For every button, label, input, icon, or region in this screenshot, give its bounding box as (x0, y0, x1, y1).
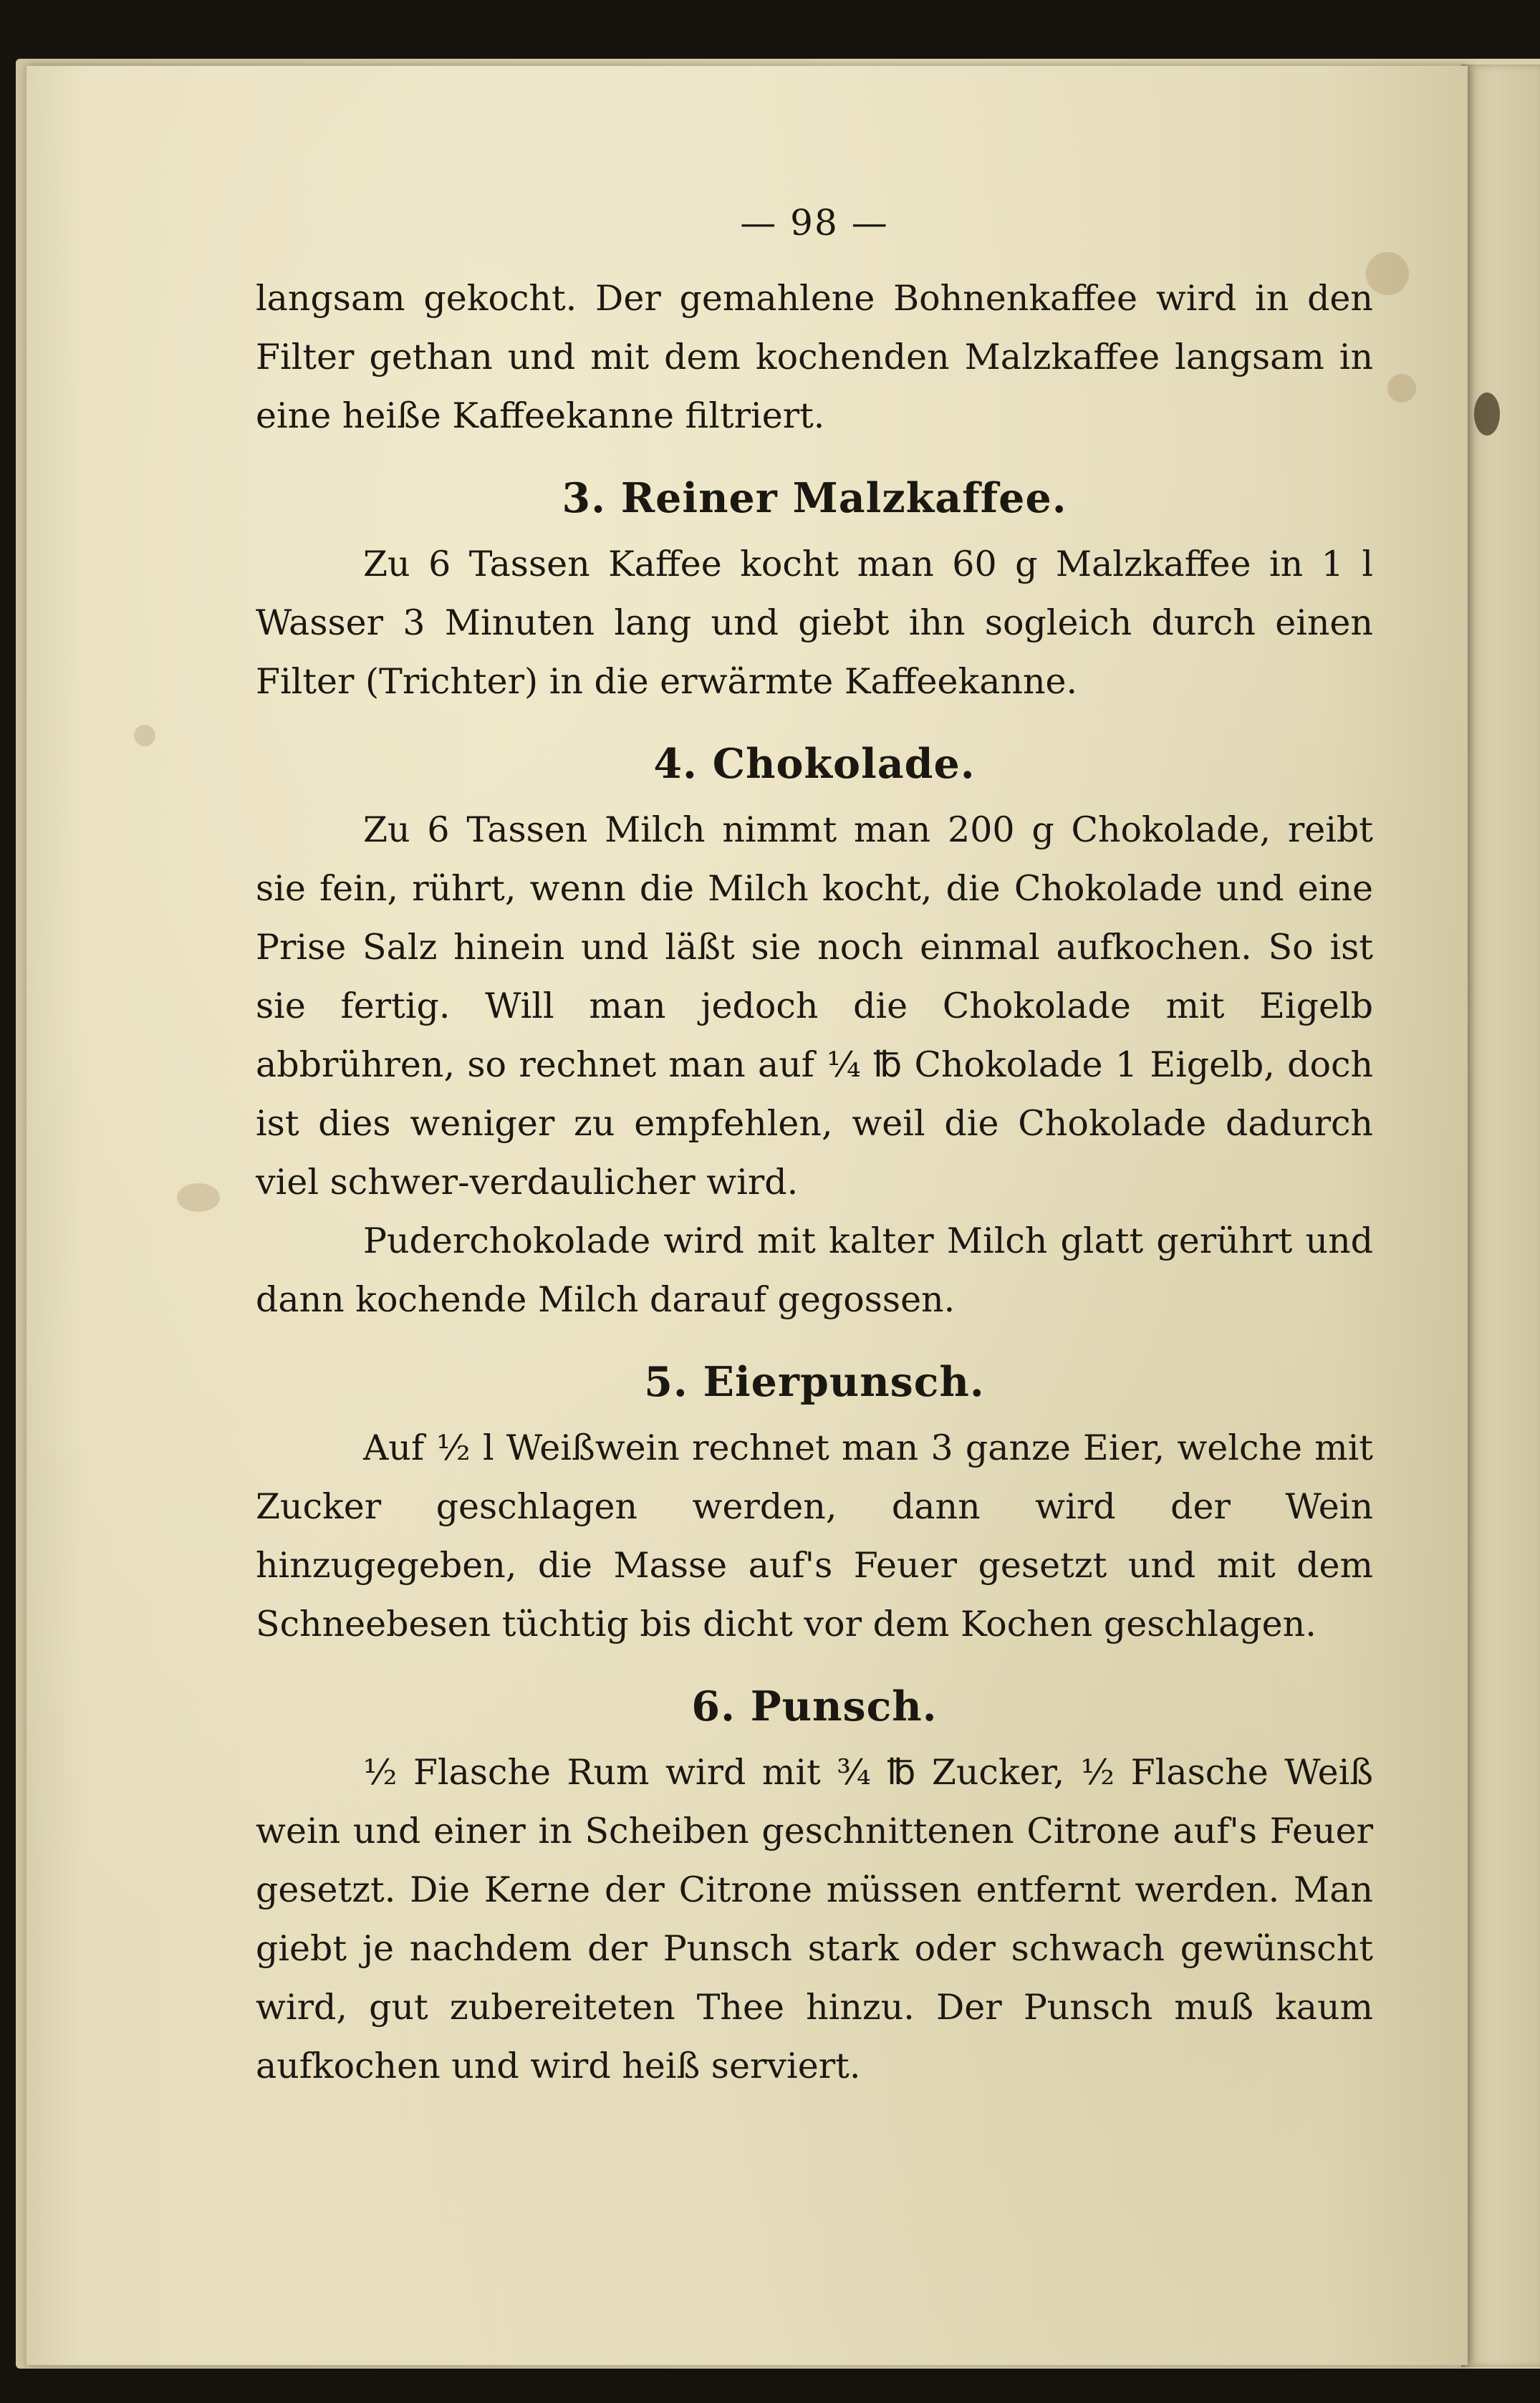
paragraph: Auf ½ l Weißwein rechnet man 3 ganze Eier, welche mit Zucker geschlagen werden, dann wird der Wein hinzugegeben, die Masse auf's Feuer gesetzt und mit dem Schneebesen tüchtig bis dicht vor dem Kochen geschlagen. (256, 1427, 1373, 1644)
paragraph: langsam gekocht. Der gemahlene Bohnenkaffee wird in den Filter gethan und mit dem kochenden Malzkaffee langsam in eine heiße Kaffeekanne filtriert. (256, 278, 1373, 436)
book-page (24, 66, 1468, 2365)
page-text (256, 202, 1373, 2096)
paragraph: Zu 6 Tassen Milch nimmt man 200 g Chokolade, reibt sie fein, rührt, wenn die Milch kocht, die Chokolade und eine Prise Salz hinein und läßt sie noch einmal aufkochen. So ist sie fertig. Will man jedoch die Chokolade mit Eigelb abbrühren, so rechnet man auf ¼ ℔ Chokolade 1 Eigelb, doch ist dies weniger zu empfehlen, weil die Chokolade dadurch viel schwer-verdaulicher wird. (256, 809, 1373, 1203)
ink-stain (1474, 393, 1500, 435)
section-heading: 4. Chokolade. (653, 740, 976, 788)
section-heading: 6. Punsch. (691, 1682, 938, 1730)
section-punsch (256, 1682, 1373, 2096)
foxing-spot (177, 1183, 220, 1212)
paragraph: Zu 6 Tassen Kaffee kocht man 60 g Malzkaffee in 1 l Wasser 3 Minuten lang und giebt ihn sogleich durch einen Filter (Trichter) in die erwärmte Kaffeekanne. (256, 544, 1373, 702)
section-continuation (256, 269, 1373, 446)
next-page-edge (1461, 64, 1540, 2367)
section-heading: 5. Eierpunsch. (644, 1358, 985, 1406)
foxing-spot (1387, 374, 1416, 403)
paragraph: ½ Flasche Rum wird mit ¾ ℔ Zucker, ½ Flasche Weiß wein und einer in Scheiben geschnittenen Citrone auf's Feuer gesetzt. Die Kerne der Citrone müssen entfernt werden. Man giebt je nachdem der Punsch stark oder schwach gewünscht wird, gut zubereiteten Thee hinzu. Der Punsch muß kaum aufkochen und wird heiß serviert. (256, 1752, 1373, 2086)
section-reiner-malzkaffee (256, 474, 1373, 711)
page-number: — 98 — (740, 202, 889, 244)
paragraph: Puderchokolade wird mit kalter Milch glatt gerührt und dann kochende Milch darauf gegossen. (256, 1220, 1373, 1320)
section-eierpunsch (256, 1358, 1373, 1654)
section-chokolade (256, 740, 1373, 1329)
foxing-spot (134, 725, 155, 746)
section-heading: 3. Reiner Malzkaffee. (562, 474, 1067, 522)
